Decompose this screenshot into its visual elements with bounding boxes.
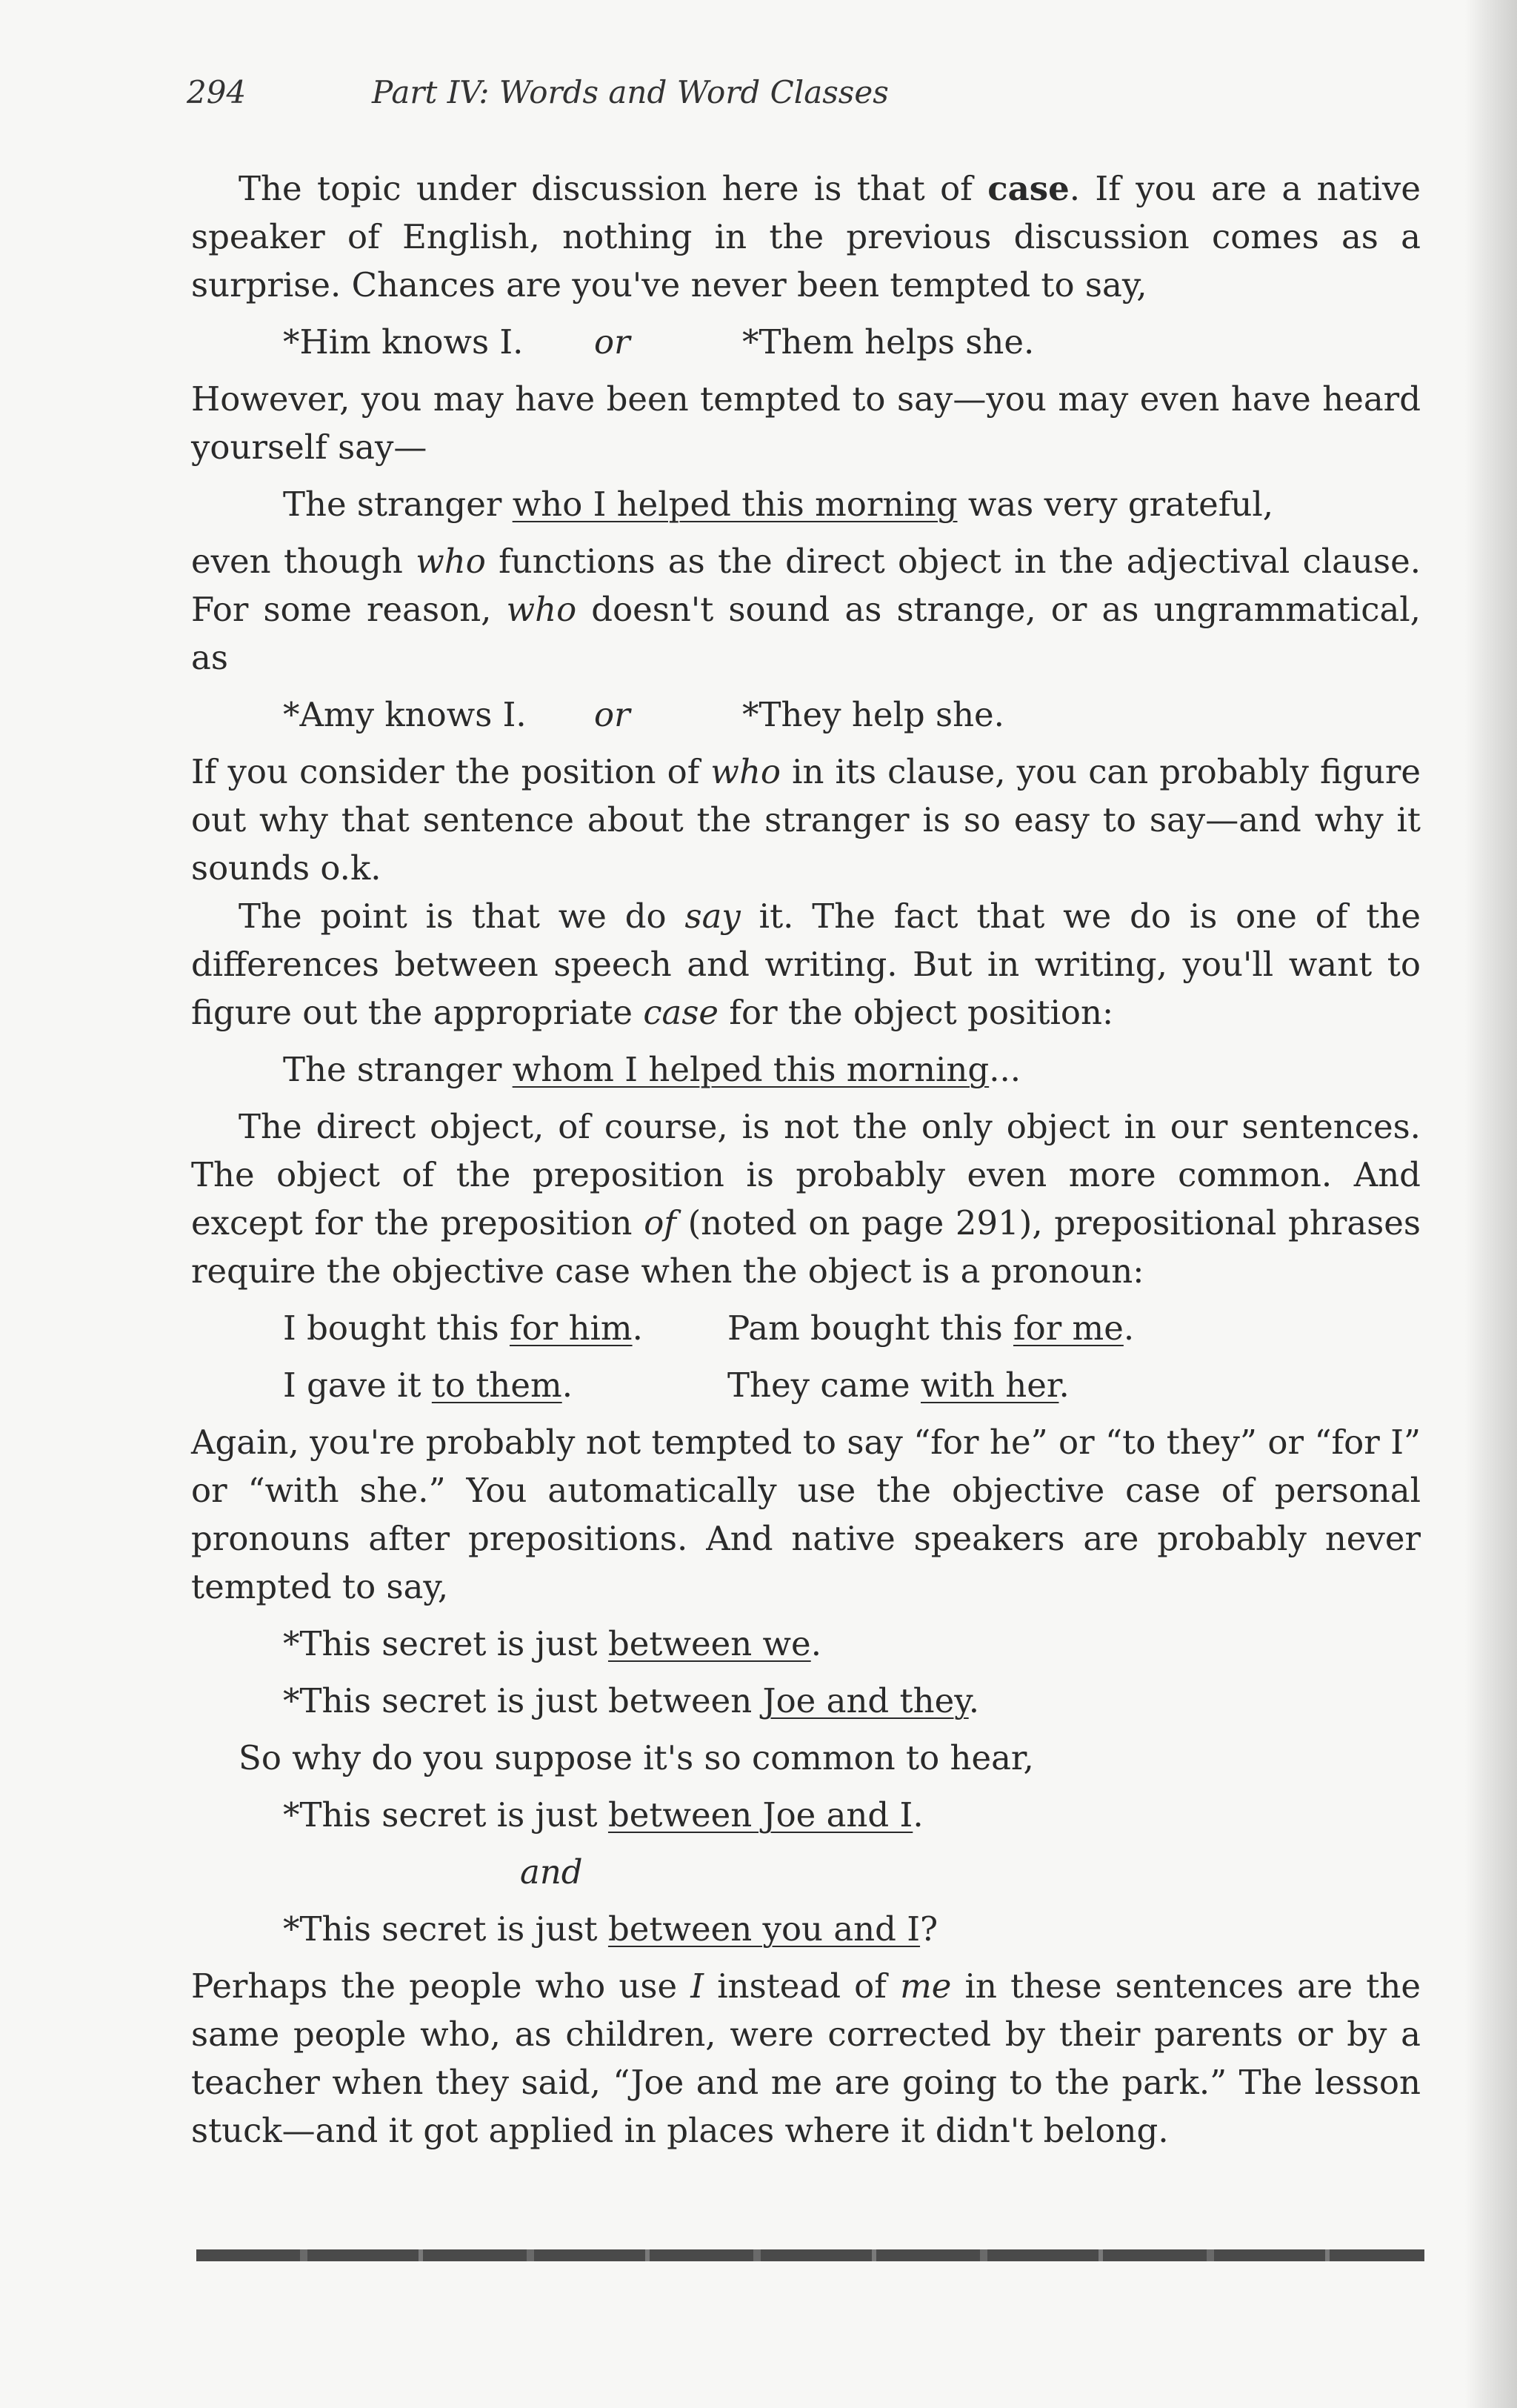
word-who: who [506,590,577,629]
text: even though [191,542,416,581]
or-label: or [594,322,630,362]
example-left [283,1361,727,1409]
example-6-line-1 [283,1620,1421,1668]
text: *This secret is just [283,1624,608,1663]
word-who: who [710,752,781,791]
page-body [191,164,1421,2155]
word-who: who [416,542,486,581]
example-4 [283,1045,1421,1094]
page-edge-shadow [1465,0,1517,2408]
paragraph-8: So why do you suppose it's so common to hear, [239,1738,1034,1777]
or-label: or [594,695,630,734]
prep-phrase: to them [431,1366,562,1405]
prep-phrase: between Joe and I [607,1795,913,1835]
example-2 [283,480,1421,528]
example-3 [283,691,1421,739]
text: . [810,1624,822,1663]
example-text: *Him knows I. [283,322,524,362]
underlined-clause: whom I helped this morning [512,1050,990,1089]
paragraph-1 [191,164,1421,309]
paragraph-9 [191,1962,1421,2155]
text: *This secret is just [283,1909,608,1949]
example-left [283,1304,727,1352]
paragraph-4 [191,748,1421,892]
text: . [561,1366,573,1405]
text: in its clause, you can probably figure out why that sentence about the stranger is so easy to say—and why it sounds o.k. [191,752,1421,888]
example-right [727,1308,1134,1348]
text: in these sentences are the same people who, as children, were corrected by their parents or by a teacher when they said, “Joe and me are going to the park.” The lesson stuck—and it got applied in places where it didn't belong. [191,1966,1421,2150]
prep-phrase: between you and I [607,1909,921,1949]
text: . [968,1681,979,1720]
text: The point is that we do [239,897,685,936]
text: The stranger [283,1050,513,1089]
text: doesn't sound as strange, or as ungrammatical, as [191,590,1421,677]
text: for the object position: [719,993,1114,1032]
text: . [1058,1366,1070,1405]
text: . If you are a native speaker of English, nothing in the previous discussion comes as a surprise. Chances are you've never been tempted to say, [191,169,1421,305]
word-case: case [643,993,719,1032]
text: *This secret is just between [283,1681,763,1720]
example-1 [283,318,1421,366]
paragraph-6 [191,1102,1421,1295]
text: . [1123,1308,1135,1348]
paragraph-2: However, you may have been tempted to say—you may even have heard yourself say— [191,379,1421,467]
example-text: *Amy knows I. [283,695,527,734]
text: (noted on page 291), prepositional phrases require the objective case when the object is a pronoun: [191,1203,1421,1291]
underlined-clause: who I helped this morning [512,485,958,524]
section-divider-rule [196,2249,1424,2261]
prep-phrase: with her [921,1366,1059,1405]
text: it. The fact that we do is one of the differences between speech and writing. But in writing, you'll want to figure out the appropriate [191,897,1421,1032]
example-text: *Them helps she. [742,322,1035,362]
example-right [727,1366,1070,1405]
text: . [632,1308,643,1348]
text: The direct object, of course, is not the only object in our sentences. The object of the preposition is probably even more common. And except for the preposition [191,1107,1421,1243]
text: I bought this [283,1308,510,1348]
example-5-row-1 [283,1304,1421,1352]
example-7-and: and [520,1852,583,1892]
text: If you consider the position of [191,752,711,791]
word-I: I [690,1966,704,2006]
text: was very grateful, [957,485,1274,524]
prep-phrase: for me [1013,1308,1124,1348]
prep-phrase: for him [510,1308,633,1348]
example-7-line-1 [283,1791,1421,1839]
example-text: *They help she. [742,695,1004,734]
text: I gave it [283,1366,432,1405]
text: ... [989,1050,1021,1089]
term-case: case [987,169,1070,208]
paragraph-3 [191,537,1421,682]
word-of: of [644,1203,676,1243]
text: instead of [704,1966,901,2006]
paragraph-5 [191,892,1421,1037]
running-title: Part IV: Words and Word Classes [372,74,889,110]
example-7-line-2 [283,1905,1421,1953]
text: ? [920,1909,938,1949]
text: functions as the direct object in the adjectival clause. For some reason, [191,542,1421,629]
text: Perhaps the people who use [191,1966,691,2006]
prep-object: Joe and they [762,1681,969,1720]
prep-phrase: between we [607,1624,811,1663]
text: . [913,1795,924,1835]
text: The topic under discussion here is that of [239,169,988,208]
page-number: 294 [187,74,247,110]
running-header [187,74,889,110]
example-5-row-2 [283,1361,1421,1409]
text: The stranger [283,485,513,524]
example-6-line-2 [283,1677,1421,1725]
word-me: me [900,1966,952,2006]
paragraph-7: Again, you're probably not tempted to say “for he” or “to they” or “for I” or “with she.” You automatically use the objective case of personal pronouns after prepositions. And native speakers are probably never tempted to say, [191,1423,1421,1606]
text: Pam bought this [727,1308,1013,1348]
word-say: say [684,897,741,936]
text: They came [727,1366,921,1405]
text: *This secret is just [283,1795,608,1835]
